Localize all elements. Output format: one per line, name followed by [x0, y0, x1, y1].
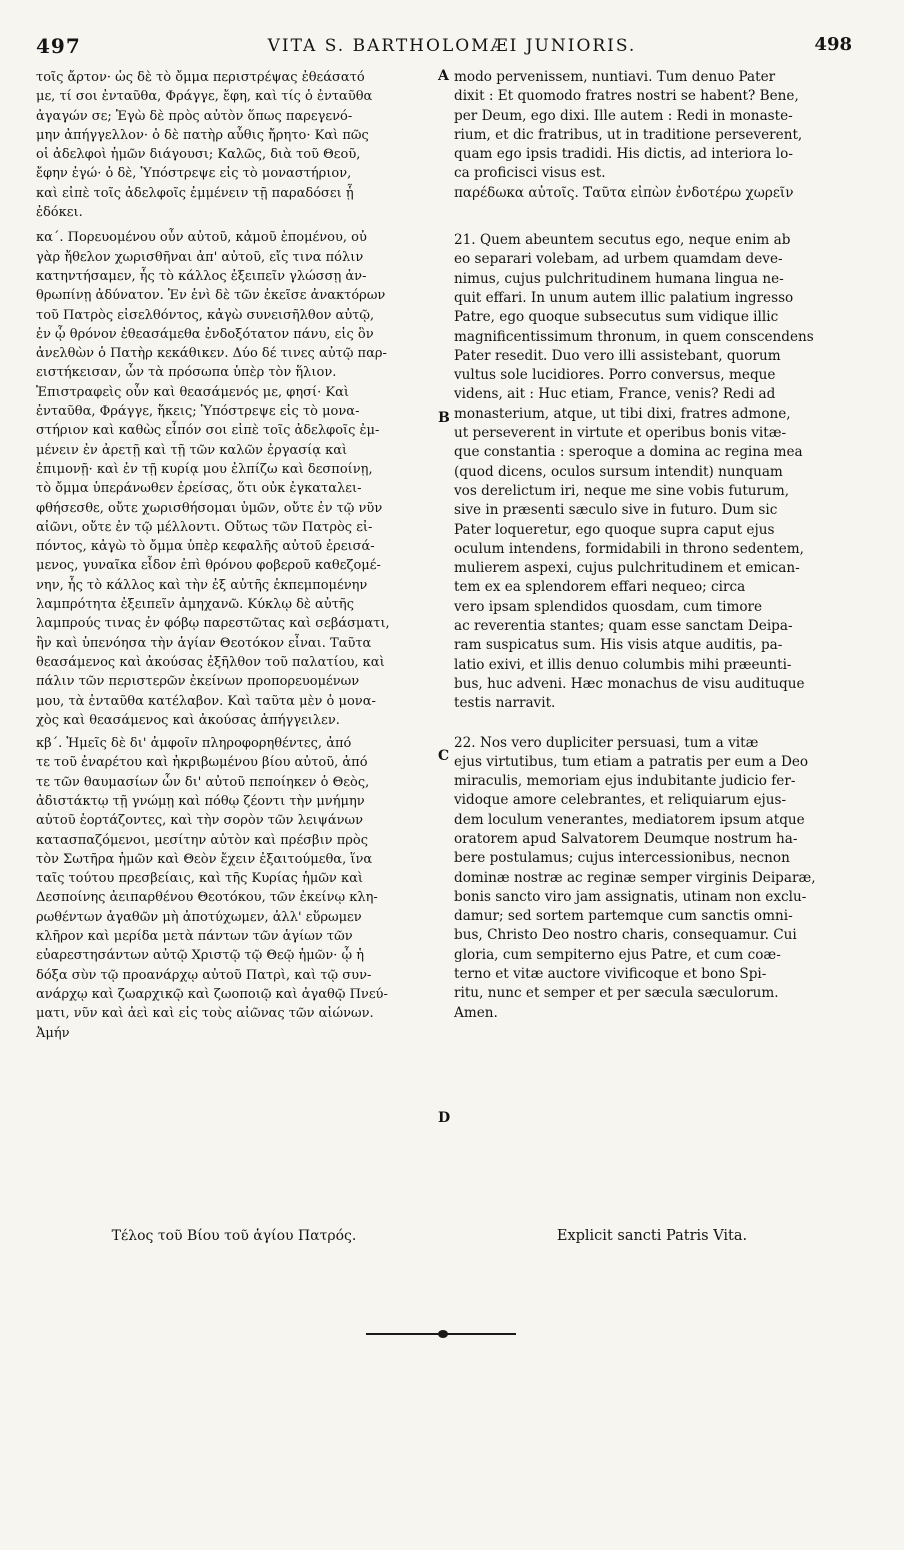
greek-paragraph-21: κα΄. Πορευομένου οὖν αὐτοῦ, κἀμοῦ ἑπομένου, οὐ γὰρ ἤθελον χωρισθῆναι ἀπ' αὐτοῦ, εἴς τινα πόλιν κατηντήσαμεν, ἧς τὸ κάλλος ἐξειπεῖν γλώσσῃ ἀν- θρωπίνῃ ἀδύνατον. Ἐν ἑνὶ δὲ τῶν ἐκεῖσε ἀνακτόρων τοῦ Πατρὸς εἰσελθόντος, κἀγὼ συνεισῆλθον αὐτῷ, ἐν ᾧ θρόνον ἐθεασάμεθα ἐνδοξότατον πάνυ, εἰς ὃν ἀνελθὼν ὁ Πατὴρ κεκάθικεν. Δύο δέ τινες αὐτῷ παρ- ειστήκεισαν, ὧν τὰ πρόσωπα ὑπὲρ τὸν ἥλιον. Ἐπιστραφεὶς οὖν καὶ θεασάμενός με, φησί· Καὶ ἐνταῦθα, Φράγγε, ἥκεις; Ὑπόστρεψε εἰς τὸ μονα- στήριον καὶ καθὼς εἶπόν σοι εἰπὲ τοῖς ἀδελφοῖς ἐμ- μένειν ἐν ἀρετῇ καὶ τῇ τῶν καλῶν ἐργασίᾳ καὶ ἐπιμονῇ· καὶ ἐν τῇ κυρίᾳ μου ἐλπίζω καὶ δεσποίνῃ, τὸ ὄμμα ὑπεράνωθεν ἐρείσας, ὅτι οὐκ ἐγκαταλει- φθήσεσθε, οὔτε χωρισθήσομαι ὑμῶν, οὔτε ἐν τῷ νῦν αἰῶνι, οὔτε ἐν τῷ μέλλοντι. Οὕτως τῶν Πατρὸς εἰ- πόντος, κἀγὼ τὸ ὄμμα ὑπὲρ κεφαλῆς αὐτοῦ ἐρεισά- μενος, γυναῖκα εἶδον ἐπὶ θρόνου φοβεροῦ καθεζομέ- νην, ἧς τὸ κάλλος καὶ τὴν ἐξ αὐτῆς ἐκπεμπομένην λαμπρότητα ἐξειπεῖν ἀμηχανῶ. Κύκλῳ δὲ αὐτῆς λαμπρούς τινας ἐν φόβῳ παρεστῶτας καὶ σεβάσματι, ἣν καὶ ὑπενόησα τὴν ἁγίαν Θεοτόκον εἶναι. Ταῦτα θεασάμενος καὶ ἀκούσας ἐξῆλθον τοῦ παλατίου, καὶ πάλιν τῶν περιστερῶν ἐκείνων προπορευομένων μου, τὰ ἐνταῦθα κατέλαβον. Καὶ ταῦτα μὲν ὁ μονα- χὸς καὶ θεασάμενος καὶ ἀκούσας ἀπήγγειλεν. [36, 230, 390, 728]
greek-paragraph-22: κβ΄. Ἡμεῖς δὲ δι' ἀμφοῖν πληροφορηθέντες, ἀπό τε τοῦ ἐναρέτου καὶ ἠκριβωμένου βίου αὐτοῦ, ἀπό τε τῶν θαυμασίων ὧν δι' αὐτοῦ πεποίηκεν ὁ Θεὸς, ἀδιστάκτῳ τῇ γνώμῃ καὶ πόθῳ ζέοντι τὴν μνήμην αὐτοῦ ἑορτάζοντες, καὶ τὴν σορὸν τῶν λειψάνων κατασπαζόμενοι, μεσίτην αὐτὸν καὶ πρέσβιν πρὸς τὸν Σωτῆρα ἡμῶν καὶ Θεὸν ἔχειν ἐξαιτούμεθα, ἵνα ταῖς τούτου πρεσβείαις, καὶ τῆς Κυρίας ἡμῶν καὶ Δεσποίνης ἀειπαρθένου Θεοτόκου, τῶν ἐκείνῳ κλη- ρωθέντων ἀγαθῶν μὴ ἀποτύχωμεν, ἀλλ' εὕρωμεν κλῆρον καὶ μερίδα μετὰ πάντων τῶν ἁγίων τῶν εὐαρεστησάντων αὐτῷ Χριστῷ τῷ Θεῷ ἡμῶν· ᾧ ἡ δόξα σὺν τῷ προανάρχῳ αὐτοῦ Πατρὶ, καὶ τῷ συν- ανάρχῳ καὶ ζωαρχικῷ καὶ ζωοποιῷ καὶ ἀγαθῷ Πνεύ- ματι, νῦν καὶ ἀεὶ καὶ εἰς τοὺς αἰῶνας τῶν αἰώνων. Ἀμήν [36, 736, 388, 1041]
running-title: VITA S. BARTHOLOMÆI JUNIORIS. [267, 36, 637, 56]
latin-paragraph-21: 21. Quem abeuntem secutus ego, neque enim ab eo separari volebam, ad urbem quamdam deve- nimus, cujus pulchritudinem humana lingua ne- quit effari. In unum autem illic palatium ingresso Patre, ego quoque subsecutus sum vidique illic magnificentissimum thronum, in quem conscendens Pater resedit. Duo vero illi assistebant, quorum vultus sole lucidiores. Porro conversus, meque videns, ait : Huc etiam, France, venis? Redi ad monasterium, atque, ut tibi dixi, fratres admone, ut perseverent in virtute et operibus bonis vitæ- que constantia : speroque a domina ac regina mea (quod dicens, oculos sursum intendit) nunquam vos derelictum iri, neque me sine vobis futurum, sive in præsenti sæculo sive in futuro. Dum sic Pater loqueretur, ego quoque supra caput ejus oculum intendens, formidabili in throno sedentem, mulierem aspexi, cujus pulchritudinem et emican- tem ex ea splendorem effari nequeo; circa vero ipsam splendidos quosdam, cum timore ac reverentia stantes; quam esse sanctam Deipa- ram suspicatus sum. His visis atque auditis, pa- latio exivi, et illis denuo columbis mihi præeunti- bus, huc adveni. Hæc monachus de visu audituque testis narravit. [454, 232, 814, 712]
end-rule-ornament [438, 1330, 448, 1338]
page-header [0, 34, 904, 64]
margin-marker-b: B [438, 410, 450, 426]
margin-marker-a: A [438, 68, 449, 84]
latin-paragraph-1: modo pervenissem, nuntiavi. Tum denuo Pater dixit : Et quomodo fratres nostri se habent? Bene, per Deum, ego dixi. Ille autem : Redi in monaste- rium, et dic fratribus, ut in traditione perseverent, quam ego ipsis tradidi. His dictis, ad interiora lo- ca proficisci visus est. παρέδωκα αὐτοῖς. Ταῦτα εἰπὼν ἐνδοτέρω χωρεῖν [454, 69, 803, 201]
latin-explicit: Explicit sancti Patris Vita. [556, 1228, 748, 1244]
margin-marker-c: C [438, 748, 450, 764]
page-number-left: 497 [36, 34, 81, 58]
greek-column [36, 68, 432, 1043]
page-number-right: 498 [814, 34, 852, 55]
greek-explicit: Τέλος τοῦ Βίου τοῦ ἁγίου Πατρός. [111, 1228, 357, 1244]
margin-marker-d: D [438, 1110, 451, 1126]
latin-paragraph-22: 22. Nos vero dupliciter persuasi, tum a vitæ ejus virtutibus, tum etiam a patratis per eum a Deo miraculis, memoriam ejus indubitante judicio fer- vidoque amore celebrantes, et reliquiarum ejus- dem loculum venerantes, mediatorem ipsum atque oratorem apud Salvatorem Deumque nostrum ha- bere postulamus; cujus intercessionibus, necnon dominæ nostræ ac reginæ semper virginis Deiparæ, bonis sancto viro jam assignatis, utinam non exclu- damur; sed sortem partemque cum sanctis omni- bus, Christo Deo nostro charis, consequamur. Cui gloria, cum sempiterno ejus Patre, et cum coæ- terno et vitæ auctore vivificoque et bono Spi- ritu, nunc et semper et per sæcula sæculorum. Amen. [454, 734, 816, 1021]
latin-column [454, 68, 850, 1023]
greek-paragraph-1: τοῖς ἄρτον· ὡς δὲ τὸ ὄμμα περιστρέψας ἐθεάσατό με, τί σοι ἐνταῦθα, Φράγγε, ἔφη, καὶ τίς ὁ ἐνταῦθα ἀγαγών σε; Ἐγὼ δὲ πρὸς αὐτὸν ὅπως παρεγενό- μην ἀπήγγελλον· ὁ δὲ πατὴρ αὖθις ἤρητο· Καὶ πῶς οἱ ἀδελφοὶ ἡμῶν διάγουσι; Καλῶς, διὰ τοῦ Θεοῦ, ἔφην ἐγώ· ὁ δὲ, Ὑπόστρεψε εἰς τὸ μοναστήριον, καὶ εἰπὲ τοῖς ἀδελφοῖς ἐμμένειν τῇ παραδόσει ᾗ ἐδόκει. [36, 70, 373, 221]
